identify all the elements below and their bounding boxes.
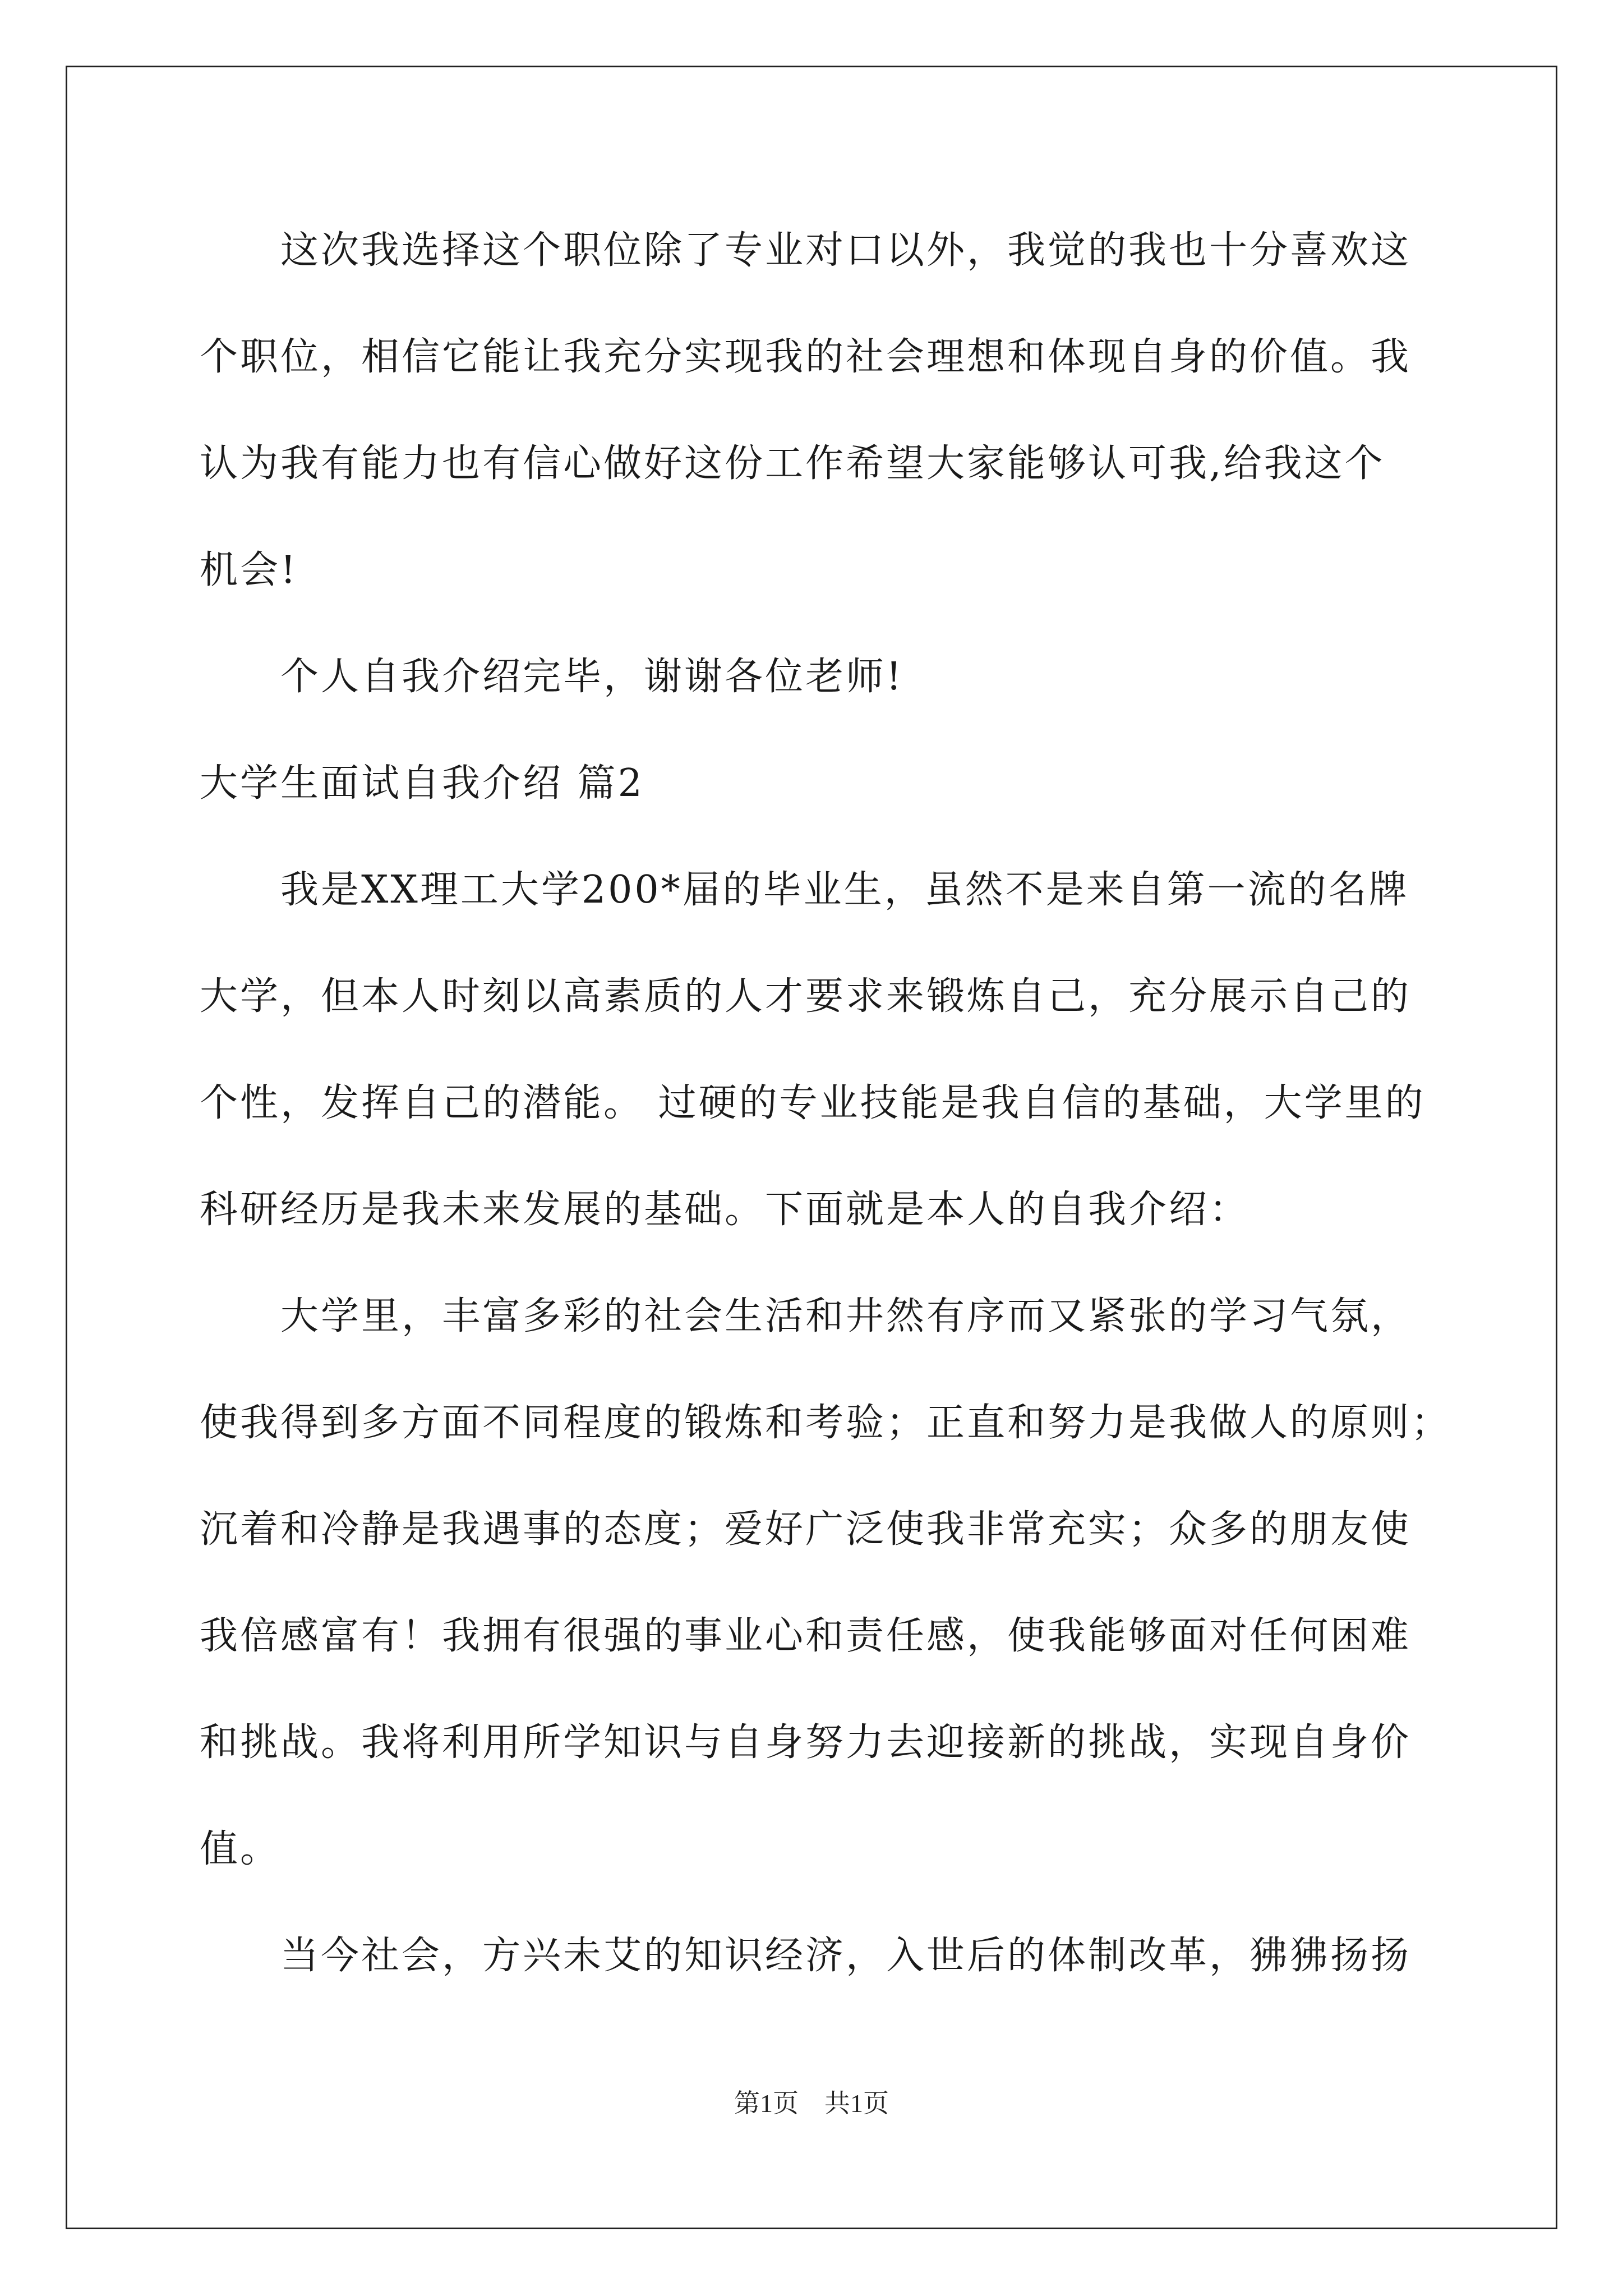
paragraph-line: 科研经历是我未来发展的基础。下面就是本人的自我介绍：: [200, 1188, 1250, 1232]
paragraph-line: 这次我选择这个职位除了专业对口以外，我觉的我也十分喜欢这: [280, 228, 1412, 273]
paragraph-line: 沉着和冷静是我遇事的态度；爱好广泛使我非常充实；众多的朋友使: [200, 1507, 1412, 1552]
section-heading: 大学生面试自我介绍 篇2: [200, 761, 644, 806]
paragraph-line: 大学，但本人时刻以高素质的人才要求来锻炼自己，充分展示自己的: [200, 974, 1412, 1019]
paragraph-line: 使我得到多方面不同程度的锻炼和考验；正直和努力是我做人的原则；: [200, 1401, 1452, 1445]
paragraph-line: 个人自我介绍完毕，谢谢各位老师!: [280, 655, 904, 699]
page-border: [66, 66, 1557, 2229]
paragraph-line: 值。: [200, 1827, 281, 1871]
paragraph-line: 个职位，相信它能让我充分实现我的社会理想和体现自身的价值。我: [200, 335, 1412, 379]
paragraph-line: 我是XX理工大学200*届的毕业生，虽然不是来自第一流的名牌: [280, 868, 1409, 912]
paragraph-line: 大学里，丰富多彩的社会生活和井然有序而又紧张的学习气氛，: [280, 1294, 1412, 1338]
paragraph-line: 机会!: [200, 548, 298, 592]
page-footer: 第1页 共1页: [734, 2089, 889, 2118]
paragraph-line: 和挑战。我将利用所学知识与自身努力去迎接新的挑战，实现自身价: [200, 1720, 1412, 1765]
paragraph-line: 认为我有能力也有信心做好这份工作希望大家能够认可我,给我这个: [200, 441, 1385, 486]
paragraph-line: 个性，发挥自己的潜能。 过硬的专业技能是我自信的基础，大学里的: [200, 1081, 1426, 1125]
paragraph-line: 当今社会，方兴未艾的知识经济，入世后的体制改革，狒狒扬扬: [280, 1934, 1412, 1978]
paragraph-line: 我倍感富有！我拥有很强的事业心和责任感，使我能够面对任何困难: [200, 1614, 1412, 1658]
